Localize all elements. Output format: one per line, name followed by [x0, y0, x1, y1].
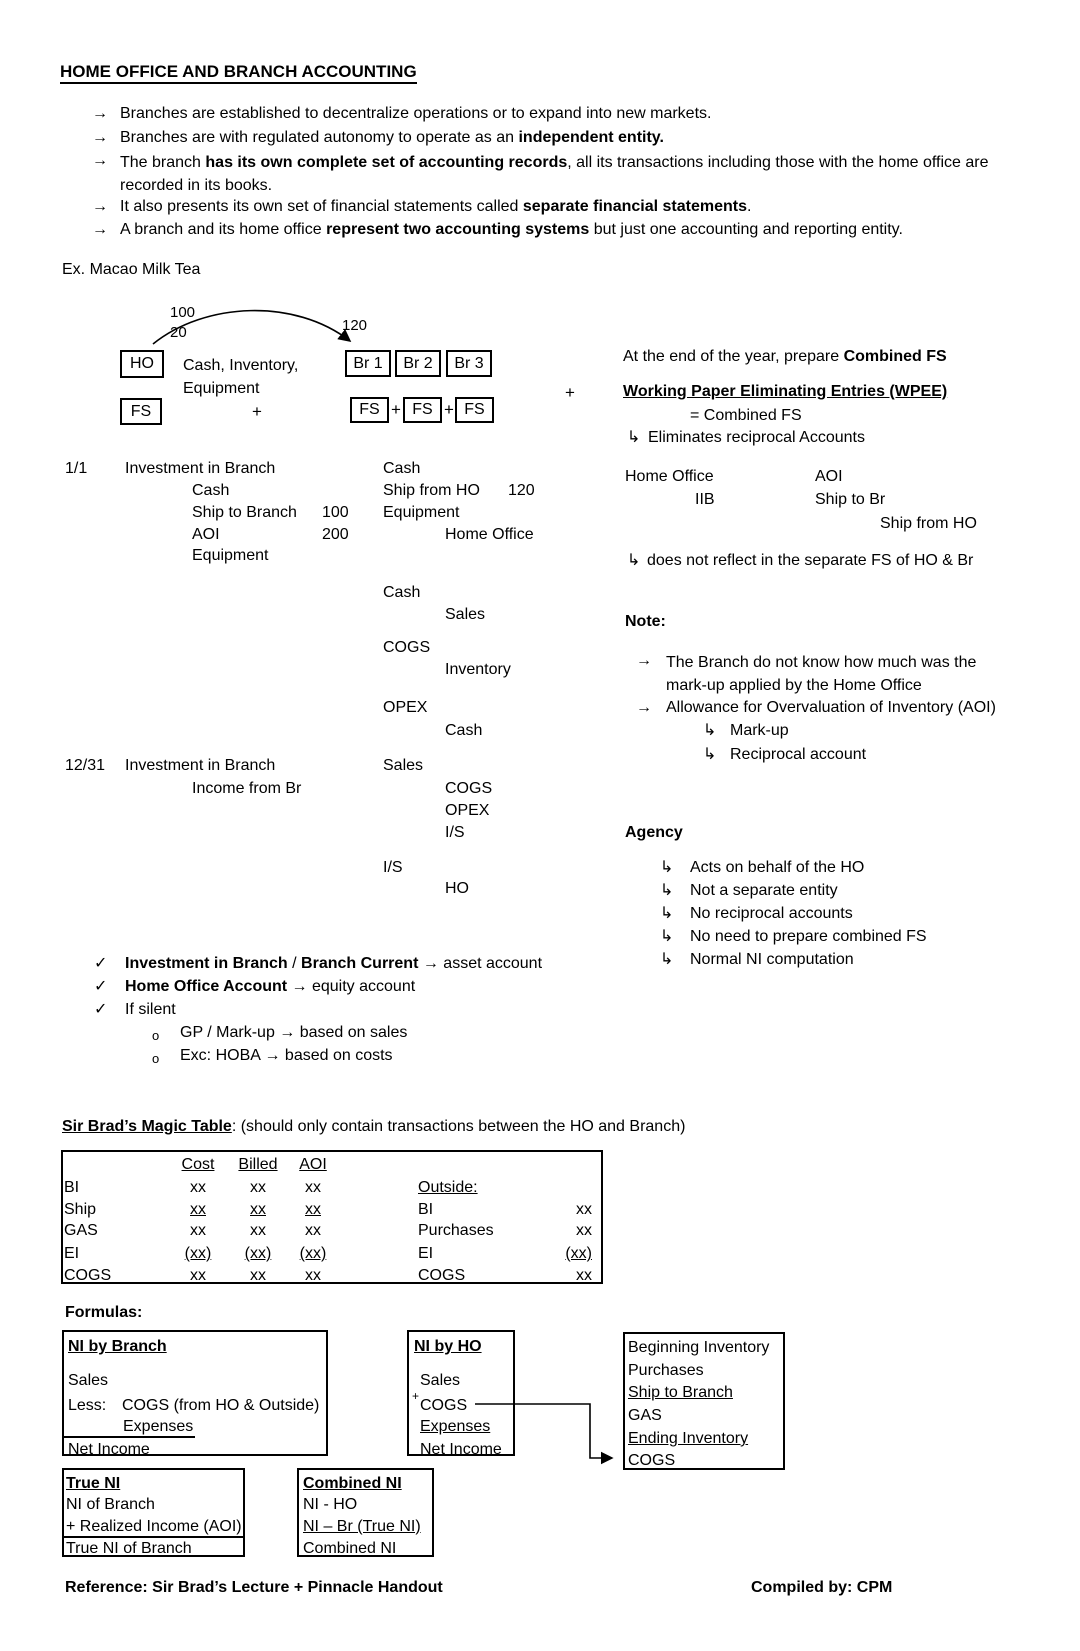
- row-label-gas: GAS: [64, 1222, 98, 1239]
- shipment-amount-100: 100: [170, 304, 196, 321]
- cell-value: xx: [250, 1201, 266, 1218]
- journal-line: Investment in Branch: [125, 460, 276, 477]
- agency-item: No need to prepare combined FS: [690, 928, 927, 945]
- circle-bullet-icon: o: [152, 1051, 160, 1066]
- check-note-1: Investment in Branch / Branch Current → asset account: [125, 955, 543, 972]
- formula-line: GAS: [628, 1407, 662, 1424]
- note-bullet-2: Allowance for Overvaluation of Inventory (AOI): [666, 699, 996, 716]
- entry-date: 1/1: [65, 460, 88, 477]
- formula-line: Purchases: [628, 1362, 704, 1379]
- hook-arrow-icon: ↳: [660, 882, 674, 899]
- combined-ni-title: Combined NI: [303, 1475, 402, 1492]
- check-note-3: If silent: [125, 1001, 176, 1018]
- formula-line: Less:: [68, 1397, 107, 1414]
- arrow-bullet-icon: →: [92, 198, 108, 215]
- intro-bullet-1: Branches are established to decentralize operations or to expand into new markets.: [120, 105, 712, 122]
- ni-by-branch-title: NI by Branch: [68, 1338, 167, 1355]
- circle-bullet-icon: o: [152, 1028, 160, 1043]
- cell-value: (xx): [184, 1245, 212, 1262]
- journal-line: Investment in Branch: [125, 757, 276, 774]
- journal-line: Equipment: [192, 547, 269, 564]
- check-icon: ✓: [94, 1001, 108, 1018]
- formula-line: Beginning Inventory: [628, 1339, 770, 1356]
- shipment-amount-120: 120: [342, 317, 368, 334]
- branch-2-box: Br 2: [395, 350, 441, 377]
- journal-line: COGS: [445, 780, 493, 797]
- row-label-bi: BI: [64, 1179, 80, 1196]
- reference-note: Reference: Sir Brad’s Lecture + Pinnacle Handout: [65, 1579, 443, 1596]
- col-header-cost: Cost: [181, 1156, 215, 1173]
- check-icon: ✓: [94, 978, 108, 995]
- cell-value: xx: [250, 1179, 266, 1196]
- journal-line: I/S: [445, 824, 465, 841]
- journal-line: Ship from HO: [383, 482, 480, 499]
- cell-value: xx: [250, 1222, 266, 1239]
- journal-line: OPEX: [445, 802, 490, 819]
- arrow-bullet-icon: →: [92, 152, 108, 169]
- subtotal-rule: [63, 1436, 195, 1438]
- assets-label-line2: Equipment: [183, 380, 260, 397]
- cell-value: xx: [190, 1267, 206, 1284]
- arrow-bullet-icon: →: [92, 105, 108, 122]
- agency-item: Normal NI computation: [690, 951, 854, 968]
- true-ni-title: True NI: [66, 1475, 121, 1492]
- check-note-2: Home Office Account → equity account: [125, 978, 416, 995]
- wpee-entry-line: Home Office: [625, 468, 714, 485]
- cell-value: xx: [305, 1222, 321, 1239]
- hook-arrow-icon: ↳: [627, 552, 641, 569]
- intro-bullet-5: A branch and its home office represent two accounting systems but just one accounting and reporting entity.: [120, 221, 903, 238]
- journal-line: Inventory: [445, 661, 511, 678]
- wpee-entry-line: Ship from HO: [880, 515, 977, 532]
- row-label-cogs: COGS: [64, 1267, 112, 1284]
- plus-sign: +: [391, 400, 401, 419]
- journal-amount: 120: [508, 482, 535, 499]
- cell-value: xx: [190, 1201, 206, 1218]
- journal-line: Sales: [383, 757, 424, 774]
- row-label-ship: Ship: [64, 1201, 97, 1218]
- br2-fs-box: FS: [403, 397, 442, 423]
- agency-item: Acts on behalf of the HO: [690, 859, 865, 876]
- journal-line: Income from Br: [192, 780, 302, 797]
- hook-arrow-icon: ↳: [660, 928, 674, 945]
- br3-fs-box: FS: [455, 397, 494, 423]
- hook-arrow-icon: ↳: [660, 859, 674, 876]
- note-bullet-1: The Branch do not know how much was the mark-up applied by the Home Office: [666, 654, 977, 694]
- br1-fs-box: FS: [350, 397, 389, 423]
- wpee-entry-line: AOI: [815, 468, 843, 485]
- journal-line: Equipment: [383, 504, 460, 521]
- aoi-sub-reciprocal: Reciprocal account: [730, 746, 867, 763]
- formula-line: Net Income: [68, 1441, 150, 1458]
- cell-value: xx: [305, 1267, 321, 1284]
- formula-line: Expenses: [123, 1418, 194, 1435]
- journal-line: Sales: [445, 606, 486, 623]
- col-header-aoi: AOI: [299, 1156, 327, 1173]
- assets-label-line1: Cash, Inventory,: [183, 357, 299, 374]
- hook-arrow-icon: ↳: [627, 429, 641, 446]
- journal-amount: 200: [322, 526, 349, 543]
- note-heading: Note:: [625, 613, 666, 630]
- formula-line: NI - HO: [303, 1496, 358, 1513]
- hook-arrow-icon: ↳: [660, 951, 674, 968]
- outside-row-value: xx: [576, 1222, 592, 1239]
- formulas-heading: Formulas:: [65, 1304, 143, 1321]
- cell-value: xx: [190, 1179, 206, 1196]
- no-reflect-note: does not reflect in the separate FS of HO & Br: [647, 552, 974, 569]
- arrow-bullet-icon: →: [92, 129, 108, 146]
- if-silent-sub-2: Exc: HOBA → based on costs: [180, 1047, 393, 1064]
- intro-bullet-3: The branch has its own complete set of accounting records, all its transactions including those with the home office are recorded in its books.: [120, 154, 989, 194]
- plus-sign: +: [565, 383, 575, 402]
- intro-bullet-2: Branches are with regulated autonomy to operate as an independent entity.: [120, 129, 664, 146]
- subtotal-rule: [63, 1536, 243, 1538]
- combined-fs-line: At the end of the year, prepare Combined FS: [623, 348, 947, 365]
- formula-line: COGS: [420, 1397, 468, 1414]
- formula-line: COGS (from HO & Outside): [122, 1397, 320, 1414]
- entry-date: 12/31: [65, 757, 106, 774]
- plus-sign: +: [444, 400, 454, 419]
- wpee-heading: Working Paper Eliminating Entries (WPEE): [623, 383, 948, 400]
- check-icon: ✓: [94, 955, 108, 972]
- journal-line: Cash: [383, 584, 421, 601]
- formula-line: Combined NI: [303, 1540, 397, 1557]
- agency-heading: Agency: [625, 824, 683, 841]
- arrow-bullet-icon: →: [636, 699, 652, 716]
- if-silent-sub-1: GP / Mark-up → based on sales: [180, 1024, 408, 1041]
- agency-item: No reciprocal accounts: [690, 905, 853, 922]
- outside-row-label: Purchases: [418, 1222, 494, 1239]
- formula-line: True NI of Branch: [66, 1540, 192, 1557]
- cell-value: xx: [305, 1179, 321, 1196]
- hook-arrow-icon: ↳: [660, 905, 674, 922]
- outside-row-value: xx: [576, 1201, 592, 1218]
- outside-row-label: COGS: [418, 1267, 466, 1284]
- agency-item: Not a separate entity: [690, 882, 838, 899]
- cell-value: (xx): [299, 1245, 327, 1262]
- page-title: HOME OFFICE AND BRANCH ACCOUNTING: [60, 62, 417, 84]
- hook-arrow-icon: ↳: [703, 746, 717, 763]
- journal-line: COGS: [383, 639, 431, 656]
- compiled-by-note: Compiled by: CPM: [751, 1579, 893, 1596]
- formula-line: + Realized Income (AOI): [66, 1518, 242, 1535]
- arrow-bullet-icon: →: [636, 652, 652, 669]
- home-office-box: HO: [120, 350, 164, 378]
- formula-line: NI of Branch: [66, 1496, 155, 1513]
- cell-value: xx: [190, 1222, 206, 1239]
- journal-line: Cash: [192, 482, 230, 499]
- shipment-amount-20: 20: [170, 324, 187, 341]
- example-label: Ex. Macao Milk Tea: [62, 261, 201, 278]
- journal-line: Ship to Branch: [192, 504, 297, 521]
- formula-line: Ship to Branch: [628, 1384, 733, 1401]
- cell-value: xx: [250, 1267, 266, 1284]
- branch-3-box: Br 3: [446, 350, 492, 377]
- intro-bullet-4: It also presents its own set of financial statements called separate financial statements.: [120, 198, 752, 215]
- outside-row-value: (xx): [565, 1245, 592, 1262]
- formula-line: Ending Inventory: [628, 1430, 749, 1447]
- arrow-bullet-icon: →: [92, 221, 108, 238]
- journal-line: Cash: [445, 722, 483, 739]
- outside-row-label: BI: [418, 1201, 434, 1218]
- ho-fs-box: FS: [120, 398, 162, 425]
- formula-line: Net Income: [420, 1441, 502, 1458]
- wpee-entry-line: IIB: [695, 491, 715, 508]
- wpee-equals-combined: = Combined FS: [690, 407, 802, 424]
- formula-line: COGS: [628, 1452, 676, 1469]
- journal-line: Cash: [383, 460, 421, 477]
- outside-heading: Outside:: [418, 1179, 478, 1196]
- aoi-sub-markup: Mark-up: [730, 722, 789, 739]
- magic-table-heading: Sir Brad’s Magic Table: (should only contain transactions between the HO and Branch): [62, 1118, 686, 1135]
- journal-line: HO: [445, 880, 469, 897]
- plus-sign: +: [252, 402, 262, 421]
- ni-by-ho-title: NI by HO: [414, 1338, 482, 1355]
- row-label-ei: EI: [64, 1245, 80, 1262]
- hook-arrow-icon: ↳: [703, 722, 717, 739]
- cell-value: (xx): [244, 1245, 272, 1262]
- outside-row-label: EI: [418, 1245, 434, 1262]
- outside-row-value: xx: [576, 1267, 592, 1284]
- cell-value: xx: [305, 1201, 321, 1218]
- formula-line: Sales: [68, 1372, 109, 1389]
- wpee-eliminates: Eliminates reciprocal Accounts: [648, 429, 865, 446]
- journal-line: AOI: [192, 526, 220, 543]
- plus-sign: +: [412, 1389, 420, 1403]
- journal-line: I/S: [383, 859, 403, 876]
- formula-line: Sales: [420, 1372, 461, 1389]
- formula-line: Expenses: [420, 1418, 491, 1435]
- col-header-billed: Billed: [238, 1156, 278, 1173]
- wpee-entry-line: Ship to Br: [815, 491, 886, 508]
- journal-line: Home Office: [445, 526, 534, 543]
- branch-1-box: Br 1: [345, 350, 391, 377]
- journal-amount: 100: [322, 504, 349, 521]
- journal-line: OPEX: [383, 699, 428, 716]
- formula-line: NI – Br (True NI): [303, 1518, 421, 1535]
